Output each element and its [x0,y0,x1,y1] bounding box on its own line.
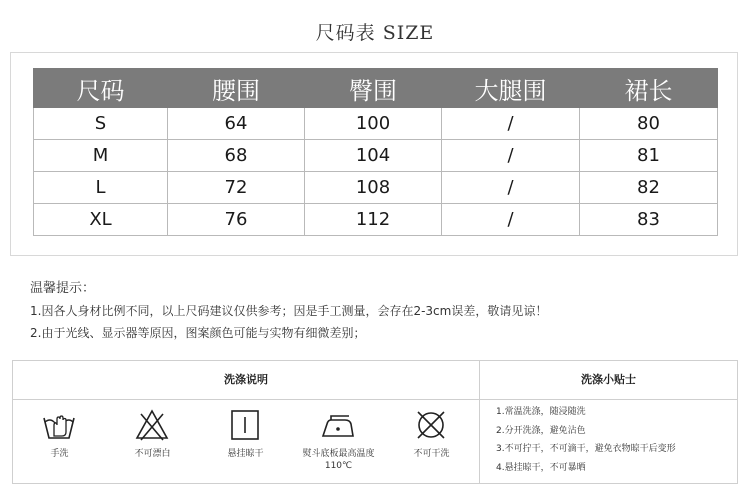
table-cell: 112 [305,204,442,236]
care-label: 熨斗底板最高温度110℃ [302,449,375,471]
table-cell: / [442,172,580,204]
column-header-thigh: 大腿围 [442,69,580,108]
care-instructions-title: 洗涤说明 [13,361,480,400]
table-row [34,108,718,140]
table-cell: 76 [168,204,305,236]
table-cell: 104 [305,140,442,172]
table-cell: M [34,140,168,172]
care-label: 悬挂晾干 [227,449,264,459]
table-cell: / [442,204,580,236]
care-item-no-bleach [106,400,199,483]
table-cell: 108 [305,172,442,204]
tips-heading: 温馨提示： [30,281,96,296]
table-cell: XL [34,204,168,236]
table-cell: / [442,140,580,172]
care-item-iron [292,400,385,483]
tips-line: 2.由于光线、显示器等原因，图案颜色可能与实物有细微差别； [30,326,366,340]
list-item: 4.悬挂晾干，不可暴晒 [496,462,586,473]
table-cell: L [34,172,168,204]
no-tumble-dry-icon [412,406,450,444]
list-item: 3.不可拧干，不可滴干，避免衣物晾干后变形 [496,444,676,454]
size-table-header-row [34,69,718,108]
page-title: 尺码表 SIZE [315,22,435,44]
hang-dry-icon [226,406,264,444]
care-icons-row [13,400,480,483]
tips-line: 1.因各人身材比例不同，以上尺码建议仅供参考；因是手工测量，会存在2-3cm误差，敬请见谅！ [30,304,548,318]
iron-icon [319,406,357,444]
care-label: 不可漂白 [134,449,171,459]
table-cell: 83 [580,204,718,236]
table-cell: 80 [580,108,718,140]
column-header-size: 尺码 [34,69,168,108]
tips-section [30,278,547,344]
table-cell: S [34,108,168,140]
column-header-waist: 腰围 [168,69,305,108]
care-item-hand-wash [13,400,106,483]
table-cell: 81 [580,140,718,172]
care-tips-list [496,403,676,477]
care-item-no-dry-clean [385,400,478,483]
table-row [34,204,718,236]
column-header-hip: 臀围 [305,69,442,108]
list-item: 1.常温洗涤，随浸随洗 [496,407,586,417]
list-item: 2.分开洗涤，避免沾色 [496,425,586,436]
table-cell: / [442,108,580,140]
table-cell: 68 [168,140,305,172]
table-cell: 72 [168,172,305,204]
care-item-hang-dry [199,400,292,483]
column-header-skirt-length: 裙长 [580,69,718,108]
table-cell: 100 [305,108,442,140]
table-cell: 82 [580,172,718,204]
care-label: 手洗 [50,449,69,459]
table-row [34,172,718,204]
no-bleach-icon [133,406,171,444]
care-tips-title: 洗涤小贴士 [480,361,737,400]
table-cell: 64 [168,108,305,140]
care-label: 不可干洗 [413,449,450,459]
table-row [34,140,718,172]
size-table [33,68,718,236]
hand-wash-icon [40,406,78,444]
